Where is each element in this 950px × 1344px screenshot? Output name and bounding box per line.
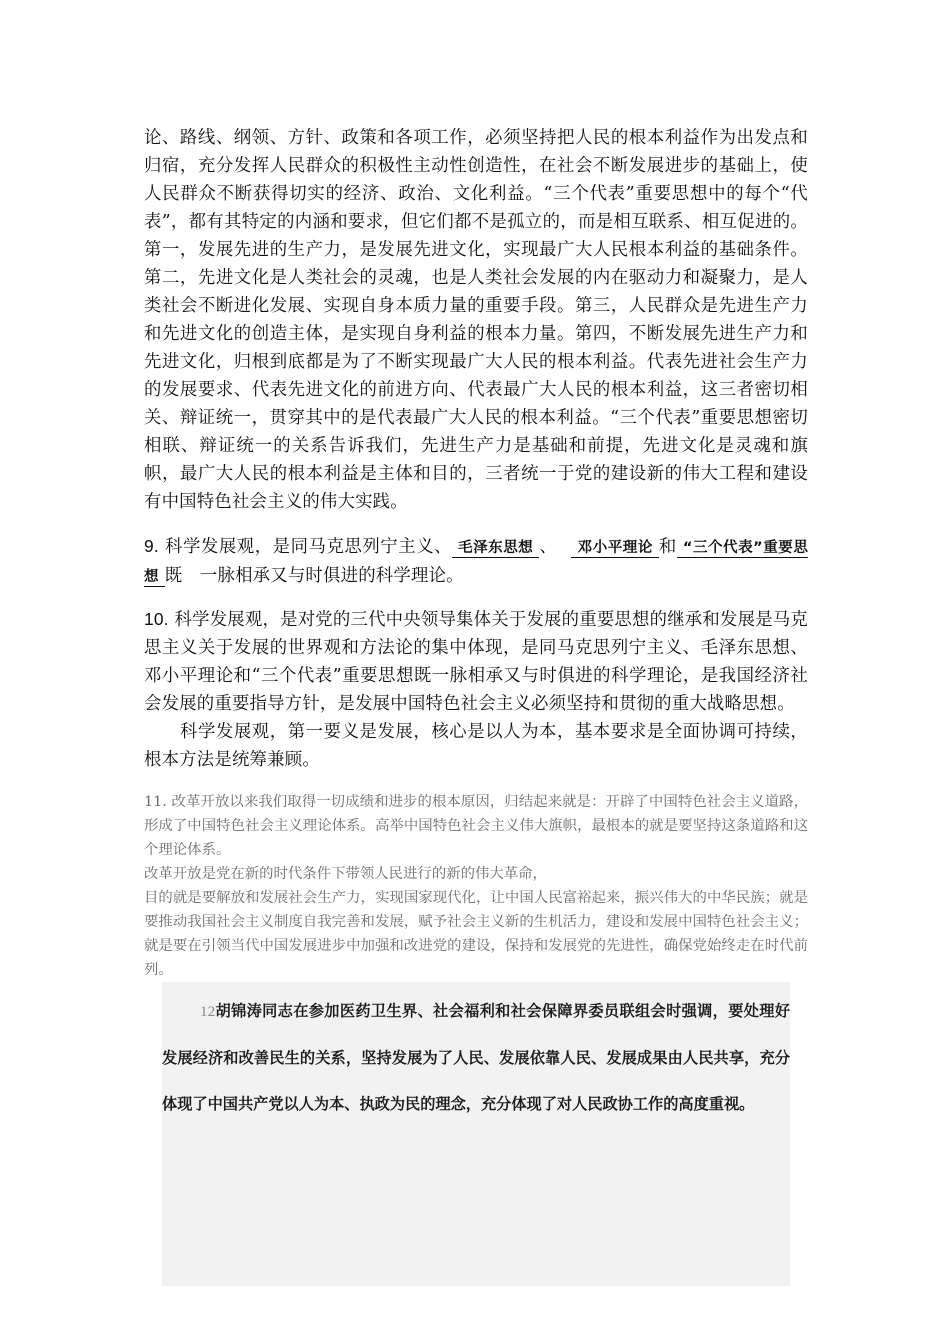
item-10-number: 10. — [144, 609, 169, 629]
item-10 — [144, 605, 808, 718]
item-9-blank-3: “三个代表”重要思想 — [144, 540, 809, 585]
item-12-text: 胡锦涛同志在参加医药卫生界、社会福利和社会保障界委员联组会时强调，要处理好发展经济和改善民生的关系，坚持发展为了人民、发展依靠人民、发展成果由人民共享，充分体现了中国共产党以人为本、执政为民的理念，充分体现了对人民政协工作的高度重视。 — [162, 1002, 790, 1113]
item-9-blank-1: 毛泽东思想 — [452, 540, 539, 558]
item-12 — [162, 988, 790, 1127]
item-12-box — [162, 982, 790, 1286]
item-12-number: 12 — [200, 1003, 216, 1020]
item-9-text-before: 科学发展观，是同马克思列宁主义、 — [165, 537, 453, 557]
item-9-sep-2: 和 — [658, 537, 677, 557]
item-11-number: 11. — [144, 794, 167, 810]
item-9-blank-2: 邓小平理论 — [571, 540, 659, 558]
item-11-line-1: 11. 改革开放以来我们取得一切成绩和进步的根本原因，归结起来就是：开辟了中国特色社会主义道路，形成了中国特色社会主义理论体系。高举中国特色社会主义伟大旗帜，最根本的就是要坚持这条道路和这个理论体系。 — [144, 794, 808, 858]
item-9-text-after: 既 一脉相承又与时俱进的科学理论。 — [164, 566, 464, 586]
paragraph-continued: 论、路线、纲领、方针、政策和各项工作，必须坚持把人民的根本利益作为出发点和归宿，充分发挥人民群众的积极性主动性创造性，在社会不断发展进步的基础上，使人民群众不断获得切实的经济、政治、文化利益。“三个代表”重要思想中的每个“代表”，都有其特定的内涵和要求，但它们都不是孤立的，而是相互联系、相互促进的。第一，发展先进的生产力，是发展先进文化，实现最广大人民根本利益的基础条件。第二，先进文化是人类社会的灵魂，也是人类社会发展的内在驱动力和凝聚力，是人类社会不断进化发展、实现自身本质力量的重要手段。第三，人民群众是先进生产力和先进文化的创造主体，是实现自身利益的根本力量。第四，不断发展先进生产力和先进文化，归根到底都是为了不断实现最广大人民的根本利益。代表先进社会生产力的发展要求、代表先进文化的前进方向、代表最广大人民的根本利益，这三者密切相关、辩证统一，贯穿其中的是代表最广大人民的根本利益。“三个代表”重要思想密切相联、辩证统一的关系告诉我们，先进生产力是基础和前提，先进文化是灵魂和旗帜，最广大人民的根本利益是主体和目的，三者统一于党的建设新的伟大工程和建设有中国特色社会主义的伟大实践。 — [144, 128, 808, 512]
item-10-paragraph-2: 科学发展观，第一要义是发展，核心是以人为本，基本要求是全面协调可持续，根本方法是统筹兼顾。 — [144, 722, 808, 770]
item-9 — [144, 532, 808, 591]
item-11-line-2: 改革开放是党在新的时代条件下带领人民进行的新的伟大革命， — [144, 866, 547, 882]
item-11 — [144, 790, 808, 982]
item-9-number: 9. — [144, 536, 159, 556]
document-page — [144, 124, 809, 1113]
item-9-sep-1: 、 — [539, 537, 558, 557]
item-11-line-3: 目的就是要解放和发展社会生产力，实现国家现代化，让中国人民富裕起来，振兴伟大的中华民族；就是要推动我国社会主义制度自我完善和发展，赋予社会主义新的生机活力，建设和发展中国特色社会主义；就是要在引领当代中国发展进步中加强和改进党的建设，保持和发展党的先进性，确保党始终走在时代前列。 — [144, 890, 808, 978]
item-10-text: 科学发展观，是对党的三代中央领导集体关于发展的重要思想的继承和发展是马克思主义关于发展的世界观和方法论的集中体现，是同马克思列宁主义、毛泽东思想、邓小平理论和“三个代表”重要思想既一脉相承又与时俱进的科学理论，是我国经济社会发展的重要指导方针，是发展中国特色社会主义必须坚持和贯彻的重大战略思想。 — [144, 610, 808, 714]
